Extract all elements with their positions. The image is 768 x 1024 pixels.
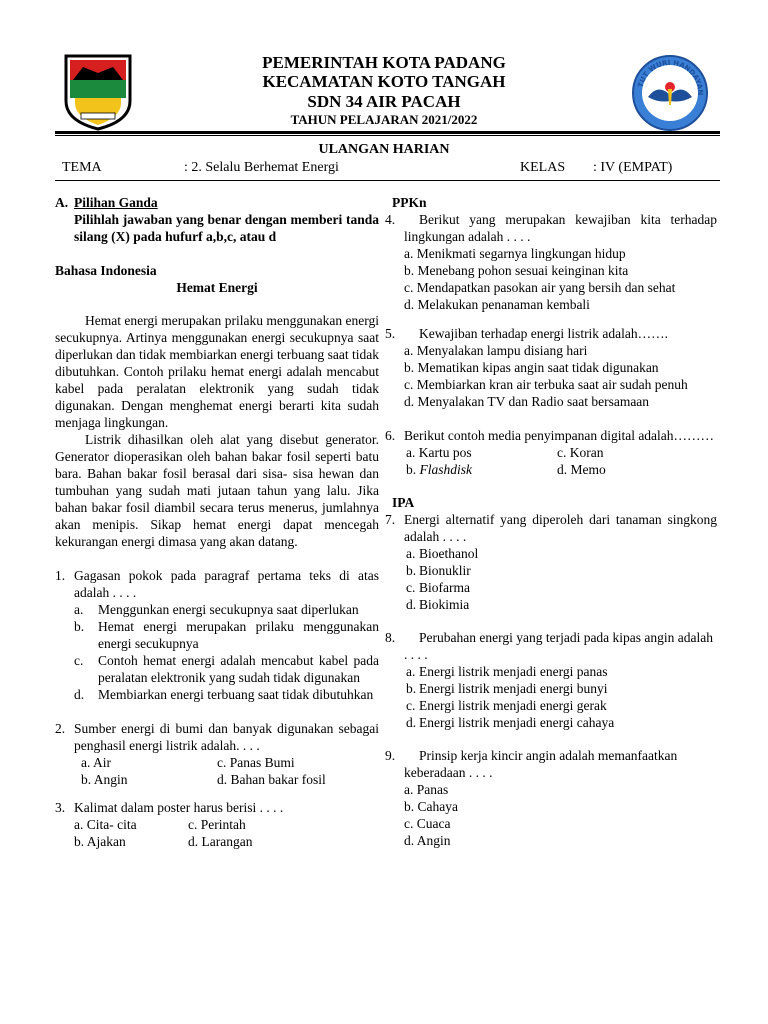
header-rule-thick <box>55 131 720 134</box>
tema-label: TEMA <box>62 160 102 175</box>
question-5-number: 5. <box>385 326 396 341</box>
left-column <box>55 194 379 850</box>
header-line-academic-year: TAHUN PELAJARAN 2021/2022 <box>290 112 478 127</box>
question-4-text: Berikut yang merupakan kewajiban kita terhadap lingkungan adalah . . . . <box>404 212 717 244</box>
question-3-text: Kalimat dalam poster harus berisi . . . . <box>74 800 284 815</box>
reading-paragraph-2: Listrik dihasilkan oleh alat yang disebut generator. Generator dioperasikan oleh bahan bakar fosil seperti batu bara. Bahan bakar fosil berasal dari sisa- sisa hewan dan tumbuhan yang sudah mati jutaan tahun yang lalu. Jika bahan bakar fosil diambil secara terus menerus, jumlahnya akan menipis. Sikap hemat energi dapat mencegah kekurangan energi dimasa yang akan datang. <box>55 432 379 549</box>
option-3d[interactable]: d. Larangan <box>188 834 253 849</box>
option-1d[interactable]: d. Membiarkan energi terbuang saat tidak dibutuhkan <box>74 687 374 702</box>
option-5b[interactable]: b. Mematikan kipas angin saat tidak digunakan <box>404 360 659 375</box>
subject-bahasa: Bahasa Indonesia <box>55 263 157 278</box>
option-5d[interactable]: d. Menyalakan TV dan Radio saat bersamaan <box>404 394 650 409</box>
section-a-instruction: Pilihlah jawaban yang benar dengan memberi tanda silang (X) pada hufurf a,b,c, atau d <box>74 212 379 244</box>
option-6b[interactable]: b. Flashdisk <box>406 462 472 477</box>
question-6 <box>385 427 717 444</box>
section-a-heading <box>55 194 379 211</box>
question-1-number: 1. <box>55 568 66 583</box>
option-9d[interactable]: d. Angin <box>404 833 451 848</box>
option-8a[interactable]: a. Energi listrik menjadi energi panas <box>406 664 608 679</box>
question-4-number: 4. <box>385 212 396 227</box>
option-9c[interactable]: c. Cuaca <box>404 816 451 831</box>
reading-paragraph-1: Hemat energi merupakan prilaku menggunakan energi secukupnya. Artinya menggunakan energi secukupnya saat diperlukan dan tidak membiarkan energi terbuang saat tidak dibutuhkan. Contoh prilaku hemat energi adalah mencabut kabel pada peralatan elektronik yang sudah tidak digunakan. Dengan menghemat energi berarti kita sudah menjaga lingkungan. <box>55 313 380 430</box>
question-1 <box>55 567 379 601</box>
tema-value: : 2. Selalu Berhemat Energi <box>184 160 339 175</box>
option-9b[interactable]: b. Cahaya <box>404 799 458 814</box>
option-2b[interactable]: b. Angin <box>81 772 128 787</box>
option-3c[interactable]: c. Perintah <box>188 817 246 832</box>
option-2d[interactable]: d. Bahan bakar fosil <box>217 772 326 787</box>
header-line-school: SDN 34 AIR PACAH <box>307 92 461 111</box>
option-4c[interactable]: c. Mendapatkan pasokan air yang bersih dan sehat <box>404 280 676 295</box>
question-3-options <box>74 816 379 850</box>
question-5-text: Kewajiban terhadap energi listrik adalah……. <box>419 326 669 341</box>
meta-rule <box>55 180 720 181</box>
question-6-number: 6. <box>385 428 396 443</box>
question-9-number: 9. <box>385 748 396 763</box>
option-8d[interactable]: d. Energi listrik menjadi energi cahaya <box>406 715 615 730</box>
option-7b[interactable]: b. Bionuklir <box>406 563 471 578</box>
option-7d[interactable]: d. Biokimia <box>406 597 470 612</box>
question-8 <box>385 629 717 663</box>
question-2-options <box>81 754 379 788</box>
option-8b[interactable]: b. Energi listrik menjadi energi bunyi <box>406 681 608 696</box>
option-3a[interactable]: a. Cita- cita <box>74 817 137 832</box>
option-5c[interactable]: c. Membiarkan kran air terbuka saat air sudah penuh <box>404 377 688 392</box>
section-a-label: A. <box>55 195 69 210</box>
section-a-title: Pilihan Ganda <box>74 195 158 210</box>
option-6a[interactable]: a. Kartu pos <box>406 445 472 460</box>
subject-ppkn: PPKn <box>392 195 427 210</box>
question-9-options <box>404 781 717 849</box>
question-9-text: Prinsip kerja kincir angin adalah memanfaatkan keberadaan . . . . <box>404 748 678 780</box>
option-4b[interactable]: b. Menebang pohon sesuai keinginan kita <box>404 263 629 278</box>
exam-title: ULANGAN HARIAN <box>318 142 450 157</box>
question-8-text: Perubahan energi yang terjadi pada kipas angin adalah . . . . <box>404 630 714 662</box>
question-6-options <box>406 444 717 478</box>
svg-text:TUT WURI HANDAYANI: TUT WURI HANDAYAN <box>636 58 705 96</box>
question-2 <box>55 720 379 754</box>
kelas-value: : IV (EMPAT) <box>593 160 673 175</box>
question-7-text: Energi alternatif yang diperoleh dari tanaman singkong adalah . . . . <box>404 512 717 544</box>
question-5 <box>385 325 717 342</box>
header-line-government: PEMERINTAH KOTA PADANG <box>262 53 506 72</box>
question-3 <box>55 799 379 816</box>
subject-ipa: IPA <box>392 495 415 510</box>
option-9a[interactable]: a. Panas <box>404 782 449 797</box>
question-1-text: Gagasan pokok pada paragraf pertama teks di atas adalah . . . . <box>74 568 379 600</box>
question-9 <box>385 747 717 781</box>
question-2-text: Sumber energi di bumi dan banyak digunakan sebagai penghasil energi listrik adalah. . . . <box>74 721 379 753</box>
option-1c[interactable]: c. Contoh hemat energi adalah mencabut kabel pada peralatan elektronik yang sudah tidak digunakan <box>74 653 379 685</box>
option-4a[interactable]: a. Menikmati segarnya lingkungan hidup <box>404 246 626 261</box>
option-3b[interactable]: b. Ajakan <box>74 834 126 849</box>
option-6d[interactable]: d. Memo <box>557 462 606 477</box>
question-2-number: 2. <box>55 721 66 736</box>
question-1-options <box>74 601 379 703</box>
question-7 <box>385 511 717 545</box>
option-5a[interactable]: a. Menyalakan lampu disiang hari <box>404 343 588 358</box>
question-3-number: 3. <box>55 800 66 815</box>
question-4 <box>385 211 717 245</box>
option-7a[interactable]: a. Bioethanol <box>406 546 479 561</box>
option-6c[interactable]: c. Koran <box>557 445 604 460</box>
header-rule-thin <box>55 135 720 136</box>
question-8-number: 8. <box>385 630 396 645</box>
reading-title: Hemat Energi <box>176 280 258 295</box>
option-4d[interactable]: d. Melakukan penanaman kembali <box>404 297 590 312</box>
option-2c[interactable]: c. Panas Bumi <box>217 755 295 770</box>
question-8-options <box>406 663 717 731</box>
option-1b[interactable]: b. Hemat energi merupakan prilaku menggunakan energi secukupnya <box>74 619 379 651</box>
header-line-district: KECAMATAN KOTO TANGAH <box>262 72 506 91</box>
option-1a[interactable]: a. Menggunkan energi secukupnya saat diperlukan <box>74 602 359 617</box>
kelas-label: KELAS <box>520 160 566 175</box>
option-7c[interactable]: c. Biofarma <box>406 580 470 595</box>
question-5-options <box>404 342 717 410</box>
question-4-options <box>404 245 717 313</box>
question-7-number: 7. <box>385 512 396 527</box>
option-8c[interactable]: c. Energi listrik menjadi energi gerak <box>406 698 607 713</box>
option-2a[interactable]: a. Air <box>81 755 111 770</box>
question-6-text: Berikut contoh media penyimpanan digital adalah……… <box>404 428 715 443</box>
question-7-options <box>406 545 717 613</box>
right-column <box>385 194 717 849</box>
